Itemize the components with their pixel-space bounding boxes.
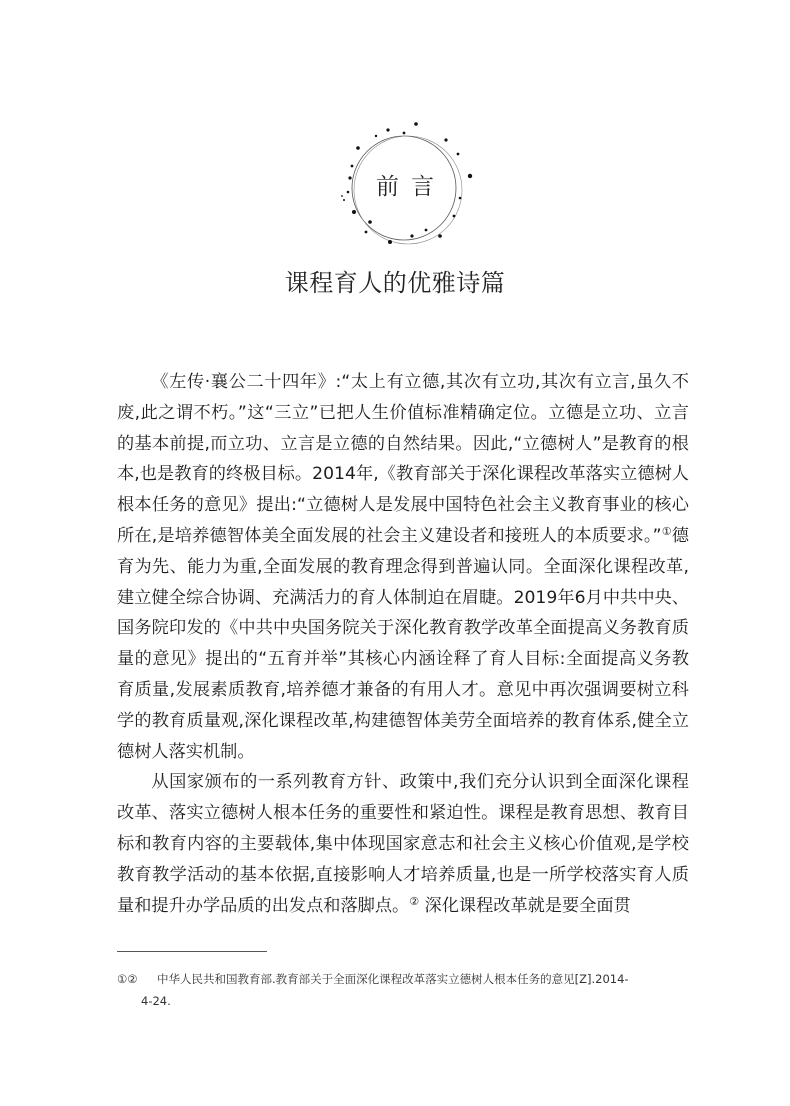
paragraph-text: 深化课程改革就是要全面贯 bbox=[419, 895, 631, 916]
paragraph-text: 《左传·襄公二十四年》:“太上有立德,其次有立功,其次有立言,虽久不废,此之谓不朽。”这“三立”已把人生价值标准精确定位。立德是立功、立言的基本前提,而立功、立言是立德的自然结果。因此,“立德树人”是教育的根本,也是教育的终极目标。2014年,《教育部关于深化课程改革落实立德树人根本任务的意见》提出:“立德树人是发展中国特色社会主义教育事业的核心所在,是培养德智体美全面发展的社会主义建设者和接班人的本质要求。” bbox=[117, 372, 689, 546]
footnote-ref[interactable]: ② bbox=[409, 894, 420, 908]
footnote-divider bbox=[117, 951, 267, 952]
paragraph-text: 德育为先、能力为重,全面发展的教育理念得到普遍认同。全面深化课程改革,建立健全综合协调、充满活力的育人体制迫在眉睫。2019年6月中共中央、国务院印发的《中共中央国务院关于深化教育教学改革全面提高义务教育质量的意见》提出的“五育并举”其核心内涵诠释了育人目标:全面提高义务教育质量,发展素质教育,培养德才兼备的有用人才。意见中再次强调要树立科学的教育质量观,深化课程改革,构建德智体美劳全面培养的教育体系,健全立德树人落实机制。 bbox=[117, 525, 689, 762]
footnote-ref[interactable]: ① bbox=[661, 524, 672, 538]
footnote-continuation: 4-24. bbox=[141, 994, 171, 1008]
footnote-line bbox=[117, 968, 689, 990]
page-subtitle: 课程育人的优雅诗篇 bbox=[284, 269, 506, 297]
paragraph bbox=[117, 767, 689, 921]
paragraph bbox=[117, 367, 689, 767]
paragraph-text: 从国家颁布的一系列教育方针、政策中,我们充分认识到全面深化课程改革、落实立德树人根本任务的重要性和紧迫性。课程是教育思想、教育目标和教育内容的主要载体,集中体现国家意志和社会主义核心价值观,是学校教育教学活动的基本依据,直接影响人才培养质量,也是一所学校落实育人质量和提升办学品质的出发点和落脚点。 bbox=[117, 772, 689, 916]
section-title: 前言 bbox=[376, 174, 446, 200]
footnote-markers: ①② bbox=[117, 972, 138, 986]
footnote bbox=[117, 968, 689, 1012]
footnote-text: 中华人民共和国教育部.教育部关于全面深化课程改革落实立德树人根本任务的意见[Z].2014- bbox=[157, 972, 629, 986]
body-text bbox=[117, 367, 689, 921]
